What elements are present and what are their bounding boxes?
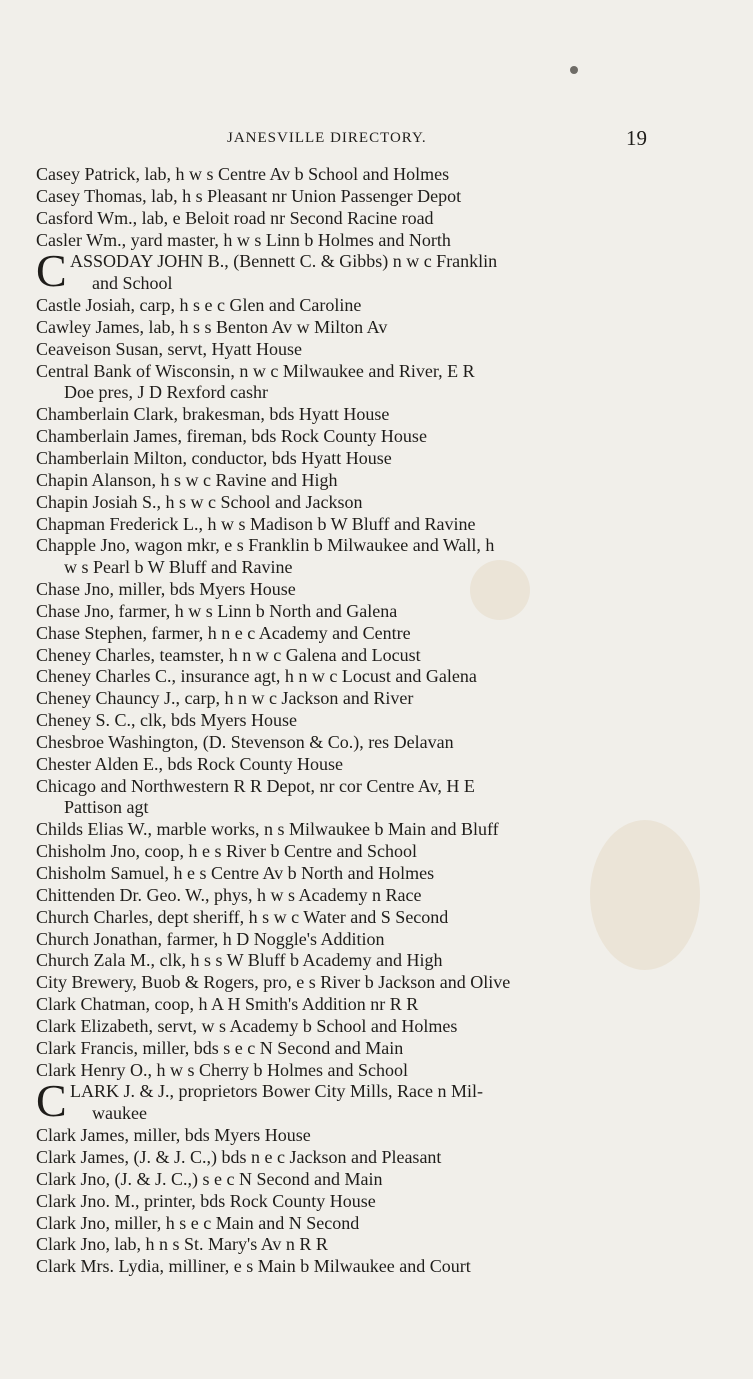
entry-text: Cheney Charles C., insurance agt, h n w c Locust and Galena	[36, 666, 477, 687]
directory-entry	[36, 492, 662, 514]
directory-entry	[36, 885, 662, 907]
directory-entry	[36, 470, 662, 492]
entry-text: Chicago and Northwestern R R Depot, nr cor Centre Av, H E	[36, 775, 475, 796]
entry-text: Clark Henry O., h w s Cherry b Holmes and School	[36, 1059, 408, 1080]
directory-entry	[36, 623, 662, 645]
entry-continuation: w s Pearl b W Bluff and Ravine	[64, 557, 293, 578]
entry-text: Church Charles, dept sheriff, h s w c Water and S Second	[36, 906, 449, 927]
directory-entry	[36, 514, 662, 536]
directory-entry	[36, 929, 662, 951]
directory-entry	[36, 1169, 662, 1191]
entry-text: Clark Jno, miller, h s e c Main and N Second	[36, 1212, 360, 1233]
directory-entry	[36, 666, 662, 688]
entry-text: Cheney Chauncy J., carp, h n w c Jackson and River	[36, 688, 414, 709]
entry-continuation: and School	[92, 273, 173, 294]
directory-entry	[36, 361, 662, 405]
directory-entry	[36, 1016, 662, 1038]
entry-text: Clark James, (J. & J. C.,) bds n e c Jackson and Pleasant	[36, 1146, 442, 1167]
entry-text: Chase Jno, farmer, h w s Linn b North and Galena	[36, 600, 398, 621]
directory-entry	[36, 994, 662, 1016]
directory-entry	[36, 754, 662, 776]
entry-text: Cawley James, lab, h s s Benton Av w Milton Av	[36, 316, 388, 337]
entry-text: Childs Elias W., marble works, n s Milwaukee b Main and Bluff	[36, 819, 499, 840]
entry-text: City Brewery, Buob & Rogers, pro, e s River b Jackson and Olive	[36, 972, 511, 993]
entry-text: Cheney S. C., clk, bds Myers House	[36, 710, 297, 731]
drop-cap-letter: C	[36, 1075, 67, 1127]
directory-entry	[36, 1147, 662, 1169]
directory-entries	[36, 164, 662, 1278]
drop-cap-letter: C	[36, 245, 67, 297]
directory-entry	[36, 688, 662, 710]
entry-text: Clark Jno, lab, h n s St. Mary's Av n R R	[36, 1234, 328, 1255]
entry-text: Ceaveison Susan, servt, Hyatt House	[36, 338, 302, 359]
entry-text: Chapple Jno, wagon mkr, e s Franklin b Milwaukee and Wall, h	[36, 535, 495, 556]
entry-text: Clark Jno, (J. & J. C.,) s e c N Second and Main	[36, 1168, 383, 1189]
directory-entry	[36, 732, 662, 754]
running-title: JANESVILLE DIRECTORY.	[227, 130, 427, 146]
directory-entry	[36, 186, 662, 208]
directory-entry	[36, 164, 662, 186]
directory-entry	[36, 819, 662, 841]
directory-entry	[36, 208, 662, 230]
directory-entry	[36, 645, 662, 667]
entry-text: Casey Patrick, lab, h w s Centre Av b School and Holmes	[36, 164, 450, 184]
entry-text: Chamberlain Clark, brakesman, bds Hyatt House	[36, 404, 390, 425]
entry-text: Chapman Frederick L., h w s Madison b W Bluff and Ravine	[36, 513, 476, 534]
entry-text: Cheney Charles, teamster, h n w c Galena and Locust	[36, 644, 421, 665]
entry-text: Clark Elizabeth, servt, w s Academy b School and Holmes	[36, 1015, 458, 1036]
directory-entry	[36, 1038, 662, 1060]
directory-entry	[36, 339, 662, 361]
entry-text: Clark Francis, miller, bds s e c N Second and Main	[36, 1037, 404, 1058]
directory-entry	[36, 1191, 662, 1213]
entry-text: Clark Chatman, coop, h A H Smith's Addition nr R R	[36, 994, 419, 1015]
directory-entry	[36, 426, 662, 448]
entry-text: Casford Wm., lab, e Beloit road nr Second Racine road	[36, 207, 434, 228]
directory-entry	[36, 295, 662, 317]
entry-text: Chisholm Samuel, h e s Centre Av b North and Holmes	[36, 863, 435, 883]
entry-text: Church Zala M., clk, h s s W Bluff b Academy and High	[36, 950, 443, 971]
directory-entry-featured	[36, 245, 662, 297]
directory-entry	[36, 863, 662, 885]
directory-entry	[36, 1213, 662, 1235]
entry-text: Chisholm Jno, coop, h e s River b Centre and School	[36, 841, 417, 862]
directory-entry	[36, 972, 662, 994]
entry-text: Casler Wm., yard master, h w s Linn b Holmes and North	[36, 229, 451, 250]
entry-text: Central Bank of Wisconsin, n w c Milwaukee and River, E R	[36, 360, 475, 381]
directory-entry	[36, 1256, 662, 1278]
directory-entry	[36, 601, 662, 623]
entry-text: Chase Stephen, farmer, h n e c Academy and Centre	[36, 622, 411, 643]
directory-entry-featured	[36, 1075, 662, 1127]
entry-text: Chesbroe Washington, (D. Stevenson & Co.), res Delavan	[36, 731, 454, 752]
entry-text: LARK J. & J., proprietors Bower City Mills, Race n Mil-	[70, 1081, 483, 1102]
entry-text: Chapin Josiah S., h s w c School and Jackson	[36, 491, 363, 512]
directory-entry	[36, 404, 662, 426]
entry-text: Casey Thomas, lab, h s Pleasant nr Union Passenger Depot	[36, 185, 462, 206]
entry-text: Clark Jno. M., printer, bds Rock County House	[36, 1190, 376, 1211]
directory-entry	[36, 535, 662, 579]
page-header	[0, 126, 753, 154]
entry-text: ASSODAY JOHN B., (Bennett C. & Gibbs) n w c Franklin	[70, 251, 498, 272]
entry-text: Chamberlain Milton, conductor, bds Hyatt House	[36, 447, 392, 468]
entry-text: Chittenden Dr. Geo. W., phys, h w s Academy n Race	[36, 884, 422, 905]
page-number: 19	[626, 126, 647, 150]
directory-entry	[36, 1234, 662, 1256]
directory-entry	[36, 1060, 662, 1082]
directory-entry	[36, 317, 662, 339]
entry-continuation: Pattison agt	[64, 797, 149, 818]
directory-entry	[36, 448, 662, 470]
directory-entry	[36, 776, 662, 820]
entry-text: Chapin Alanson, h s w c Ravine and High	[36, 469, 338, 490]
entry-text: Chase Jno, miller, bds Myers House	[36, 579, 296, 600]
entry-text: Clark Mrs. Lydia, milliner, e s Main b Milwaukee and Court	[36, 1256, 471, 1277]
entry-text: Castle Josiah, carp, h s e c Glen and Caroline	[36, 295, 362, 316]
directory-entry	[36, 841, 662, 863]
directory-entry	[36, 950, 662, 972]
directory-entry	[36, 710, 662, 732]
entry-text: Clark James, miller, bds Myers House	[36, 1125, 311, 1146]
directory-entry	[36, 1125, 662, 1147]
ink-dot	[570, 66, 578, 74]
entry-continuation: Doe pres, J D Rexford cashr	[64, 382, 268, 403]
directory-entry	[36, 230, 662, 252]
directory-entry	[36, 907, 662, 929]
directory-entry	[36, 579, 662, 601]
entry-text: Church Jonathan, farmer, h D Noggle's Addition	[36, 928, 385, 949]
entry-text: Chester Alden E., bds Rock County House	[36, 753, 343, 774]
entry-text: Chamberlain James, fireman, bds Rock County House	[36, 426, 427, 447]
entry-continuation: waukee	[92, 1103, 147, 1124]
